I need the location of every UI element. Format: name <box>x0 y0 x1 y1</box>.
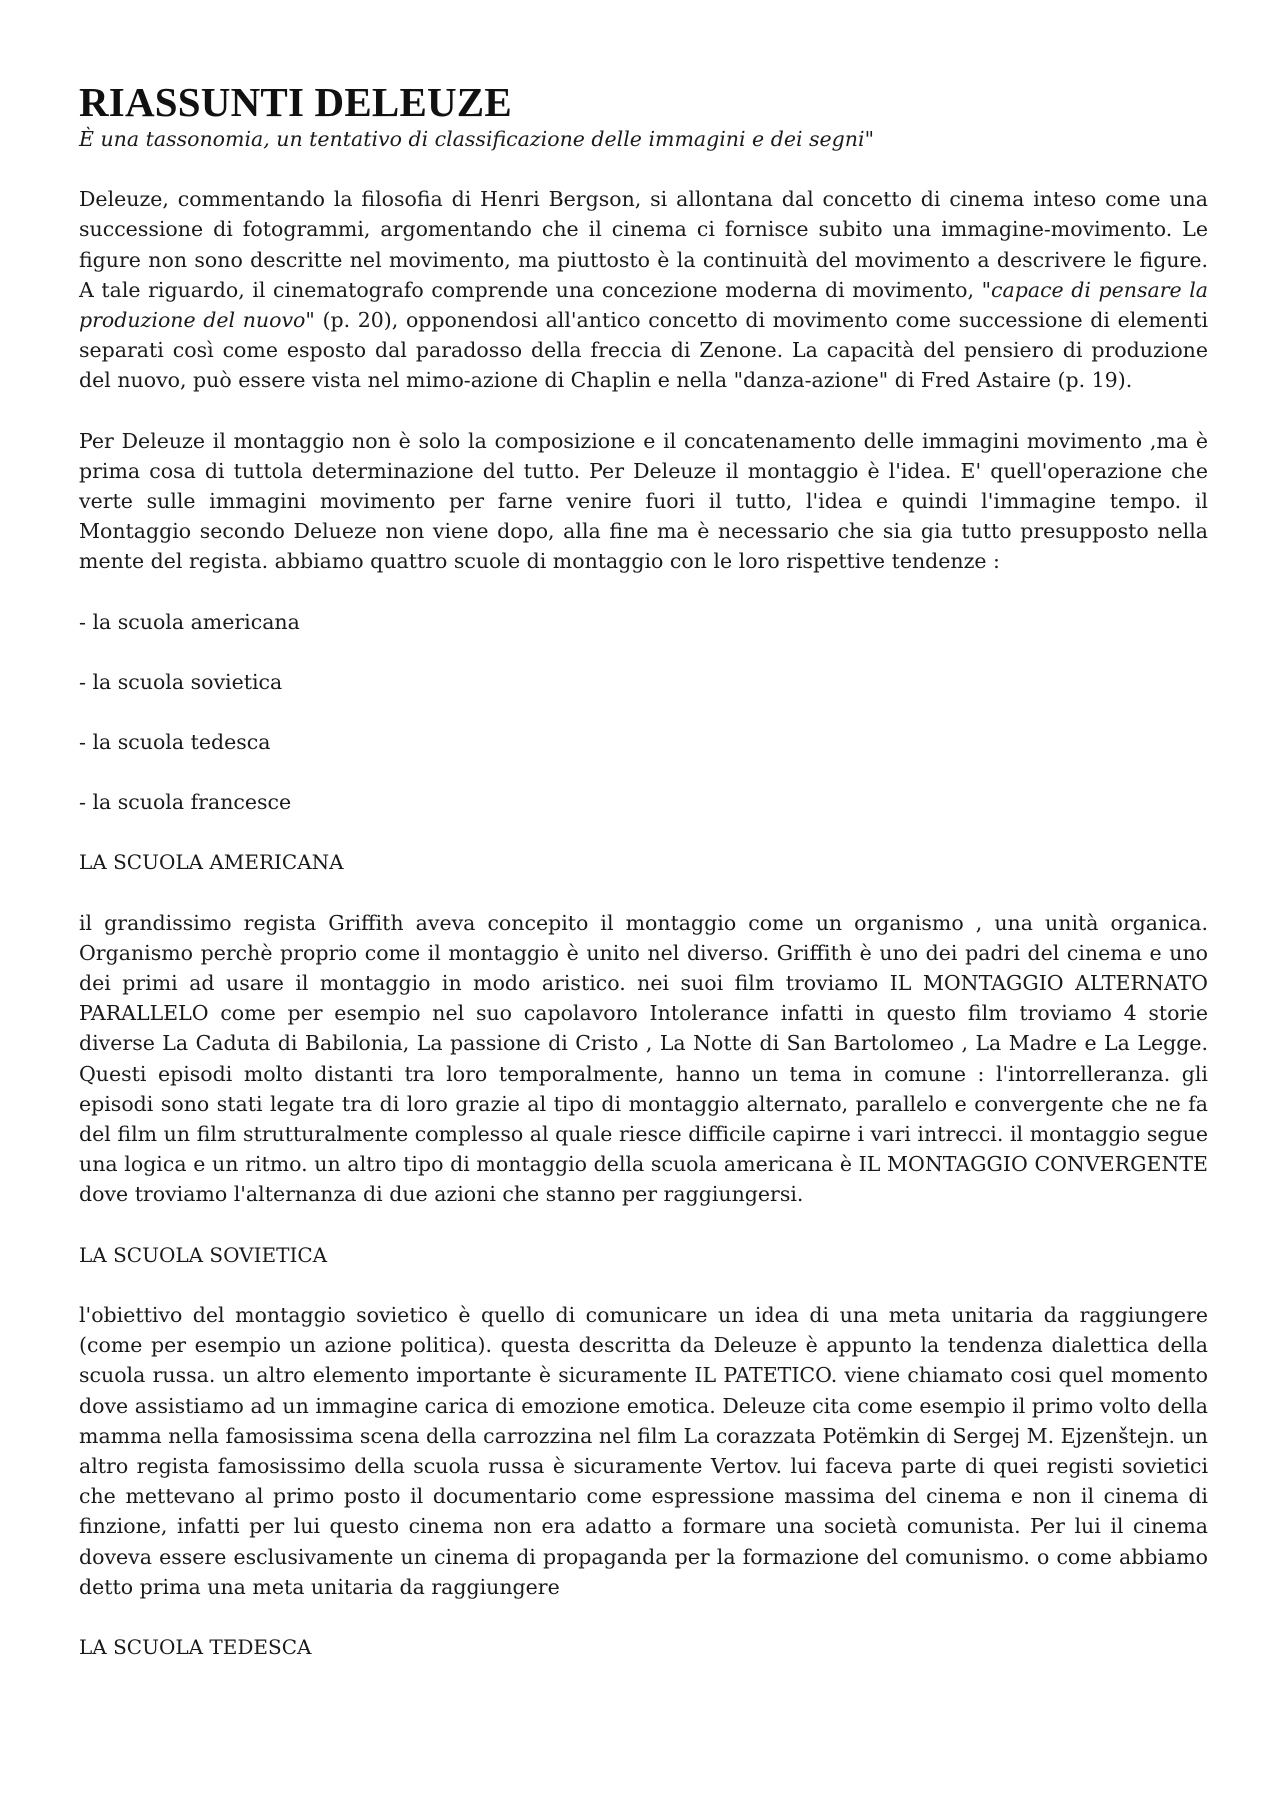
montaggio-paragraph: Per Deleuze il montaggio non è solo la composizione e il concatenamento delle immagini movimento ,ma è prima cosa di tuttola determinazione del tutto. Per Deleuze il montaggio è l'idea. E' quell'operazione che verte sulle immagini movimento per farne venire fuori il tutto, l'idea e quindi l'immagine tempo. il Montaggio secondo Delueze non viene dopo, alla fine ma è necessario che sia gia tutto presupposto nella mente del regista. abbiamo quattro scuole di montaggio con le loro rispettive tendenze : <box>79 428 1208 574</box>
american-school-heading: LA SCUOLA AMERICANA <box>79 850 344 875</box>
school-list-item-soviet: - la scuola sovietica <box>79 669 283 694</box>
american-school-paragraph: il grandissimo regista Griffith aveva concepito il montaggio come un organismo , una unità organica. Organismo perchè proprio come il montaggio è unito nel diverso. Griffith è uno dei padri del cinema e uno dei primi ad usare il montaggio in modo aristico. nei suoi film troviamo IL MONTAGGIO ALTERNATO PARALLELO come per esempio nel suo capolavoro Intolerance infatti in questo film troviamo 4 storie diverse La Caduta di Babilonia, La passione di Cristo , La Notte di San Bartolomeo , La Madre e La Legge. Questi episodi molto distanti tra loro temporalmente, hanno un tema in comune : l'intorrelleranza. gli episodi sono stati legate tra di loro grazie al tipo di montaggio alternato, parallelo e convergente che ne fa del film un film strutturalmente complesso al quale riesce difficile capirne i vari intrecci. il montaggio segue una logica e un ritmo. un altro tipo di montaggio della scuola americana è IL MONTAGGIO CONVERGENTE dove troviamo l'alternanza di due azioni che stanno per raggiungersi. <box>79 910 1208 1207</box>
intro-text-part2: (p. 20), opponendosi all'antico concetto di movimento come successione di elementi separati così come esposto dal paradosso della freccia di Zenone. La capacità del pensiero di produzione del nuovo, può essere vista nel mimo-azione di Chaplin e nella "danza-azione" di Fred Astaire (p. 19). <box>79 308 1208 393</box>
school-list-item-american: - la scuola americana <box>79 609 300 634</box>
document-page <box>79 80 1208 1692</box>
soviet-school-heading: LA SCUOLA SOVIETICA <box>79 1242 328 1267</box>
intro-paragraph <box>79 184 1208 395</box>
school-list-item-german: - la scuola tedesca <box>79 730 271 755</box>
document-title: RIASSUNTI DELEUZE <box>79 79 512 125</box>
intro-text-part1: Deleuze, commentando la filosofia di Henri Bergson, si allontana dal concetto di cinema inteso come una successione di fotogrammi, argomentando che il cinema ci fornisce subito una immagine-movimento. Le figure non sono descritte nel movimento, ma piuttosto è la continuità del movimento a descrivere le figure. A tale riguardo, il cinematografo comprende una concezione moderna di movimento, <box>79 187 1208 302</box>
school-list-item-french: - la scuola francesce <box>79 790 292 815</box>
soviet-school-paragraph: l'obiettivo del montaggio sovietico è quello di comunicare un idea di una meta unitaria da raggiungere (come per esempio un azione politica). questa descritta da Deleuze è appunto la tendenza dialettica della scuola russa. un altro elemento importante è sicuramente IL PATETICO. viene chiamato cosi quel momento dove assistiamo ad un immagine carica di emozione emotica. Deleuze cita come esempio il primo volto della mamma nella famosissima scena della carrozzina nel film La corazzata Potëmkin di Sergej M. Ejzenštejn. un altro regista famosissimo della scuola russa è sicuramente Vertov. lui faceva parte di quei registi sovietici che mettevano al primo posto il documentario come espressione massima del cinema e non il cinema di finzione, infatti per lui questo cinema non era adatto a formare una società comunista. Per lui il cinema doveva essere esclusivamente un cinema di propaganda per la formazione del comunismo. o come abbiamo detto prima una meta unitaria da raggiungere <box>79 1302 1208 1599</box>
german-school-heading: LA SCUOLA TEDESCA <box>79 1634 312 1659</box>
intro-quote: "capace di pensare la produzione del nuovo" <box>79 277 1209 333</box>
document-subtitle: È una tassonomia, un tentativo di classificazione delle immagini e dei segni" <box>79 127 874 151</box>
